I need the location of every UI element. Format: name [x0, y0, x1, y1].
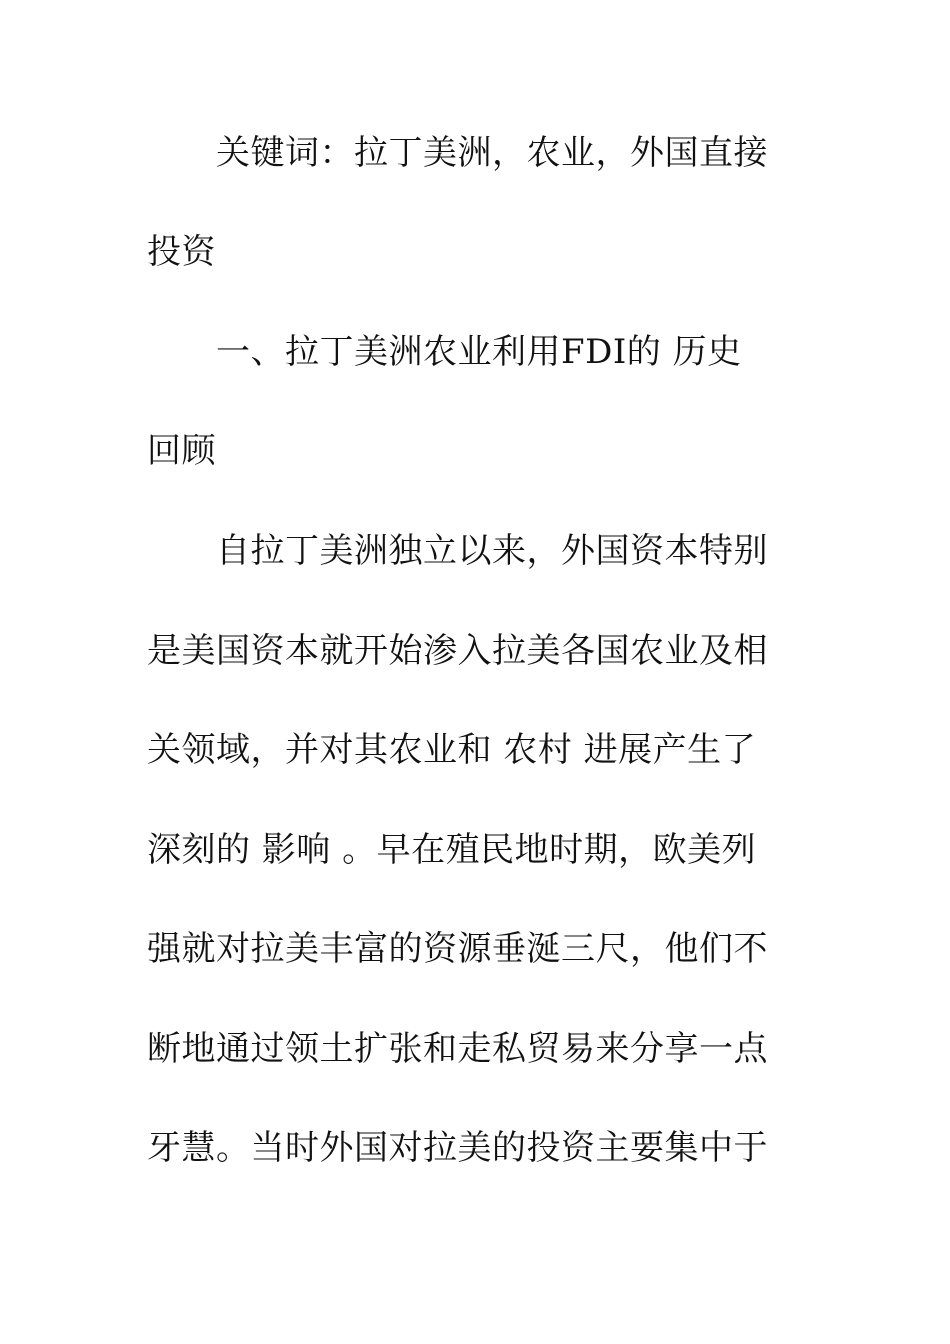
keywords-label: 关键词： — [216, 133, 354, 173]
keywords-line — [216, 133, 856, 173]
paragraph-line: 自拉丁美洲独立以来，外国资本特别 — [216, 531, 768, 571]
paragraph-line: 强就对拉美丰富的资源垂涎三尺，他们不 — [147, 929, 768, 969]
paragraph-line: 断地通过领土扩张和走私贸易来分享一点 — [147, 1029, 768, 1069]
paragraph-line: 深刻的 影响 。早在殖民地时期，欧美列 — [147, 830, 757, 870]
section-heading-continued: 回顾 — [147, 431, 216, 471]
keywords-line-continued: 投资 — [147, 232, 216, 272]
paragraph-line: 关领域，并对其农业和 农村 进展产生了 — [147, 730, 757, 770]
keywords-text: 拉丁美洲，农业，外国直接 — [354, 133, 768, 173]
paragraph-line: 是美国资本就开始渗入拉美各国农业及相 — [147, 631, 768, 671]
paragraph-line: 牙慧。当时外国对拉美的投资主要集中于 — [147, 1128, 768, 1168]
section-heading: 一、拉丁美洲农业利用FDI的 历史 — [216, 332, 742, 372]
